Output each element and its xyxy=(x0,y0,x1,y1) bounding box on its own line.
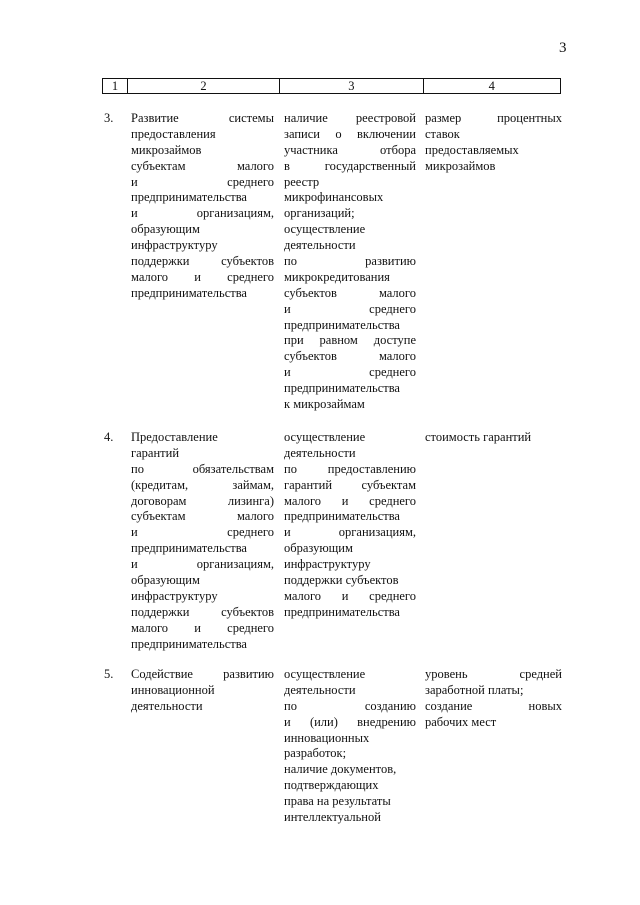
cell-text-line: реестр xyxy=(284,174,320,189)
cell-text-line: деятельности xyxy=(131,698,203,713)
criterion-cell xyxy=(131,430,274,652)
cell-text-line: участника отбора xyxy=(284,142,416,157)
cell-text-line: предпринимательства xyxy=(131,541,247,556)
cell-text-line: субъектов малого xyxy=(284,285,416,300)
cell-text-line: поддержки субъектов xyxy=(284,573,399,588)
cell-text-line: деятельности xyxy=(284,445,356,460)
cell-text-line: по предоставлению xyxy=(284,461,416,476)
cell-text-line: малого и среднего xyxy=(131,269,274,284)
cell-text-line: осуществление xyxy=(284,430,366,444)
cell-text-line: предпринимательства xyxy=(284,509,400,524)
cell-text-line: по обязательствам xyxy=(131,461,274,476)
cell-text-line: (кредитам, займам, xyxy=(131,477,274,492)
cell-text-line: в государственный xyxy=(284,158,416,173)
cell-text-line: предпринимательства xyxy=(131,190,247,205)
cell-text-line: микрофинансовых xyxy=(284,190,384,205)
cell-text-line: субъектам малого xyxy=(131,509,274,524)
cell-text-line: и среднего xyxy=(131,174,274,189)
cell-text-line: к микрозаймам xyxy=(284,397,365,412)
cell-text-line: предпринимательства xyxy=(284,604,400,619)
cell-text-line: гарантий субъектам xyxy=(284,477,416,492)
cell-text-line: по развитию xyxy=(284,254,416,269)
cell-text-line: размер процентных xyxy=(425,111,562,125)
cell-text-line: осуществление xyxy=(284,222,366,237)
cell-text-line: и среднего xyxy=(284,301,416,316)
header-cell-1: 1 xyxy=(103,79,128,93)
criterion-cell xyxy=(131,111,274,302)
cell-text-line: Развитие системы xyxy=(131,111,274,125)
cell-text-line: стоимость гарантий xyxy=(425,430,532,444)
cell-text-line: ставок xyxy=(425,126,460,141)
cell-text-line: микрокредитования xyxy=(284,269,390,284)
cell-text-line: субъектов малого xyxy=(284,349,416,364)
cell-text-line: заработной платы; xyxy=(425,682,524,697)
row-number: 5. xyxy=(104,667,114,681)
criterion-cell xyxy=(131,667,274,715)
cell-text-line: создание новых xyxy=(425,698,562,713)
cell-text-line: деятельности xyxy=(284,682,356,697)
indicator-cell xyxy=(425,667,562,731)
cell-text-line: образующим xyxy=(284,541,353,556)
cell-text-line: организаций; xyxy=(284,206,355,221)
cell-text-line: поддержки субъектов xyxy=(131,604,274,619)
cell-text-line: малого и среднего xyxy=(131,620,274,635)
header-cell-2: 2 xyxy=(128,79,280,93)
condition-cell xyxy=(284,111,416,413)
cell-text-line: рабочих мест xyxy=(425,714,497,729)
cell-text-line: образующим xyxy=(131,573,200,588)
cell-text-line: договорам лизинга) xyxy=(131,493,274,508)
cell-text-line: микрозаймов xyxy=(131,142,202,157)
cell-text-line: предоставления xyxy=(131,126,216,141)
header-cell-4: 4 xyxy=(488,78,495,93)
cell-text-line: предпринимательства xyxy=(284,317,400,332)
row-number: 4. xyxy=(104,430,114,444)
cell-text-line: инфраструктуру xyxy=(284,557,371,572)
cell-text-line: и среднего xyxy=(284,365,416,380)
cell-text-line: инновационных xyxy=(284,730,370,745)
page-number: 3 xyxy=(559,40,567,56)
cell-text-line: поддержки субъектов xyxy=(131,254,274,269)
header-cell-3: 3 xyxy=(280,79,423,93)
cell-text-line: малого и среднего xyxy=(284,588,416,603)
cell-text-line: Предоставление xyxy=(131,430,218,444)
cell-text-line: разработок; xyxy=(284,746,347,761)
cell-text-line: по созданию xyxy=(284,698,416,713)
cell-text-line: предоставляемых xyxy=(425,142,519,157)
cell-text-line: инновационной xyxy=(131,682,215,697)
cell-text-line: и организациям, xyxy=(284,525,416,540)
cell-text-line: и среднего xyxy=(131,525,274,540)
condition-cell xyxy=(284,430,416,621)
cell-text-line: уровень средней xyxy=(425,667,562,681)
cell-text-line: гарантий xyxy=(131,445,180,460)
cell-text-line: права на результаты xyxy=(284,794,391,809)
cell-text-line: деятельности xyxy=(284,238,356,253)
cell-text-line: предпринимательства xyxy=(131,636,247,651)
cell-text-line: и (или) внедрению xyxy=(284,714,416,729)
cell-text-line: микрозаймов xyxy=(425,158,496,173)
cell-text-line: субъектам малого xyxy=(131,158,274,173)
cell-text-line: инфраструктуру xyxy=(131,238,218,253)
cell-text-line: осуществление xyxy=(284,667,366,681)
cell-text-line: подтверждающих xyxy=(284,778,379,793)
cell-text-line: наличие реестровой xyxy=(284,111,416,125)
cell-text-line: и организациям, xyxy=(131,206,274,221)
cell-text-line: интеллектуальной xyxy=(284,810,381,825)
cell-text-line: предпринимательства xyxy=(284,381,400,396)
indicator-cell xyxy=(425,111,562,175)
cell-text-line: Содействие развитию xyxy=(131,667,274,681)
cell-text-line: инфраструктуру xyxy=(131,588,218,603)
cell-text-line: предпринимательства xyxy=(131,285,247,300)
indicator-cell xyxy=(425,430,562,446)
cell-text-line: наличие документов, xyxy=(284,762,397,777)
condition-cell xyxy=(284,667,416,826)
cell-text-line: и организациям, xyxy=(131,557,274,572)
table-header-row xyxy=(102,78,561,94)
cell-text-line: образующим xyxy=(131,222,200,237)
cell-text-line: малого и среднего xyxy=(284,493,416,508)
cell-text-line: при равном доступе xyxy=(284,333,416,348)
cell-text-line: записи о включении xyxy=(284,126,416,141)
row-number: 3. xyxy=(104,111,114,125)
